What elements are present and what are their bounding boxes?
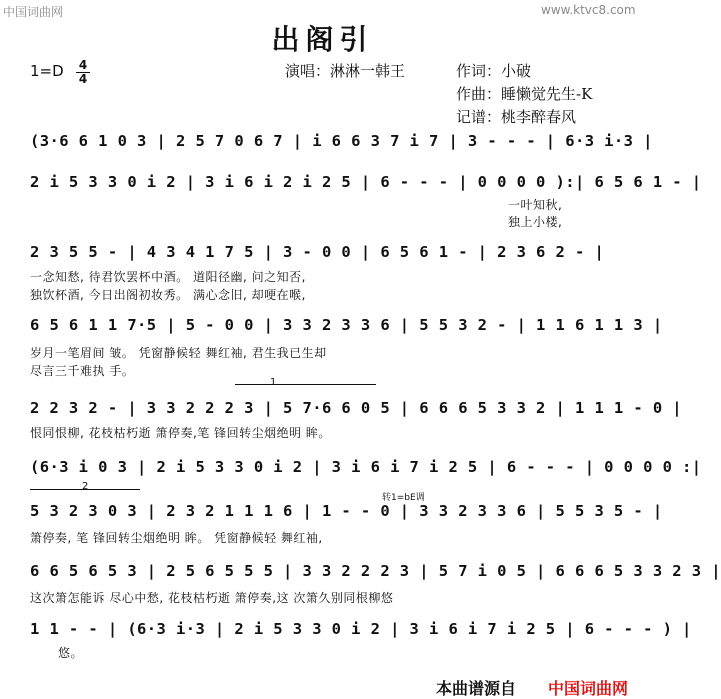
watermark-left: 中国词曲网 [3,5,64,19]
score-line-8: 6 6 5 6 5 3 | 2 5 6 5 5 5 | 3 3 2 2 2 3 | 5 7 i 0 5 | 6 6 6 5 3 3 2 3 | [30,562,721,580]
time-signature [76,60,90,85]
lyric-line-3a: 一念知愁, 待君饮罢杯中酒。 道阳径幽, 问之知否, [30,270,306,284]
lyric-line-8: 这次箫怎能诉 尽心中愁, 花枝枯朽逝 箫停奏,这 次箫久别同根柳悠 [30,591,394,605]
lyric-line-2a: 一叶知秋, [508,198,563,212]
score-line-3: 2 3 5 5 - | 4 3 4 1 7 5 | 3 - 0 0 | 6 5 6 1 - | 2 3 6 2 - | [30,243,605,261]
watermark-right: www.ktvc8.com [541,3,636,17]
song-title: 出阁引 [271,23,374,56]
lyric-line-2b: 独上小楼, [508,215,563,229]
volta-number-2: 2 [82,481,89,492]
score-line-2: 2 i 5 3 3 0 i 2 | 3 i 6 i 2 i 2 5 | 6 - - - | 0 0 0 0 ):| 6 5 6 1 - | [30,173,702,191]
lyric-line-5: 恨同恨柳, 花枝枯朽逝 箫停奏,笔 锋回转尘烟绝明 眸。 [30,426,331,440]
singer-credit: 演唱：淋淋一韩王 [285,62,406,80]
score-line-7: 5 3 2 3 0 3 | 2 3 2 1 1 1 6 | 1 - - 0 | 3 3 2 3 3 6 | 5 5 3 5 - | [30,502,663,520]
footer-source: 本曲谱源自 [436,679,517,698]
key-signature: 1=D [30,62,64,80]
time-signature-top: 4 [78,58,88,72]
lyricist-credit: 作词：小破 [456,62,532,80]
time-signature-bottom: 4 [78,72,88,86]
modulation-note: 转1=bE调 [382,493,425,503]
score-line-1: (3·6 6 1 0 3 | 2 5 7 0 6 7 | i 6 6 3 7 i 7 | 3 - - - | 6·3 i·3 | [30,132,653,150]
score-line-4: 6 5 6 1 1 7·5 | 5 - 0 0 | 3 3 2 3 3 6 | 5 5 3 2 - | 1 1 6 1 1 3 | [30,316,663,334]
transcriber-credit: 记谱：桃李醉春风 [456,108,577,126]
score-line-9: 1 1 - - | (6·3 i·3 | 2 i 5 3 3 0 i 2 | 3 i 6 i 7 i 2 5 | 6 - - - ) | [30,620,692,638]
lyric-line-9: 悠。 [58,646,84,660]
volta-number-1: 1 [270,377,277,388]
score-line-6: (6·3 i 0 3 | 2 i 5 3 3 0 i 2 | 3 i 6 i 7 i 2 5 | 6 - - - | 0 0 0 0 :| [30,458,702,476]
lyric-line-7: 箫停奏, 笔 锋回转尘烟绝明 眸。 凭窗静候轻 舞红袖, [30,531,323,545]
composer-credit: 作曲：睡懒觉先生-K [456,85,593,103]
lyric-line-4b: 尽言三千难执 手。 [30,364,135,378]
lyric-line-3b: 独饮杯酒, 今日出阁初妆秀。 满心念旧, 却哽在喉, [30,288,306,302]
footer-site: 中国词曲网 [548,679,629,698]
lyric-line-4a: 岁月一笔眉间 皱。 凭窗静候轻 舞红袖, 君生我已生却 [30,346,327,360]
volta-bracket-1 [235,384,376,385]
score-line-5: 2 2 3 2 - | 3 3 2 2 2 3 | 5 7·6 6 0 5 | 6 6 6 5 3 3 2 | 1 1 1 - 0 | [30,399,683,417]
